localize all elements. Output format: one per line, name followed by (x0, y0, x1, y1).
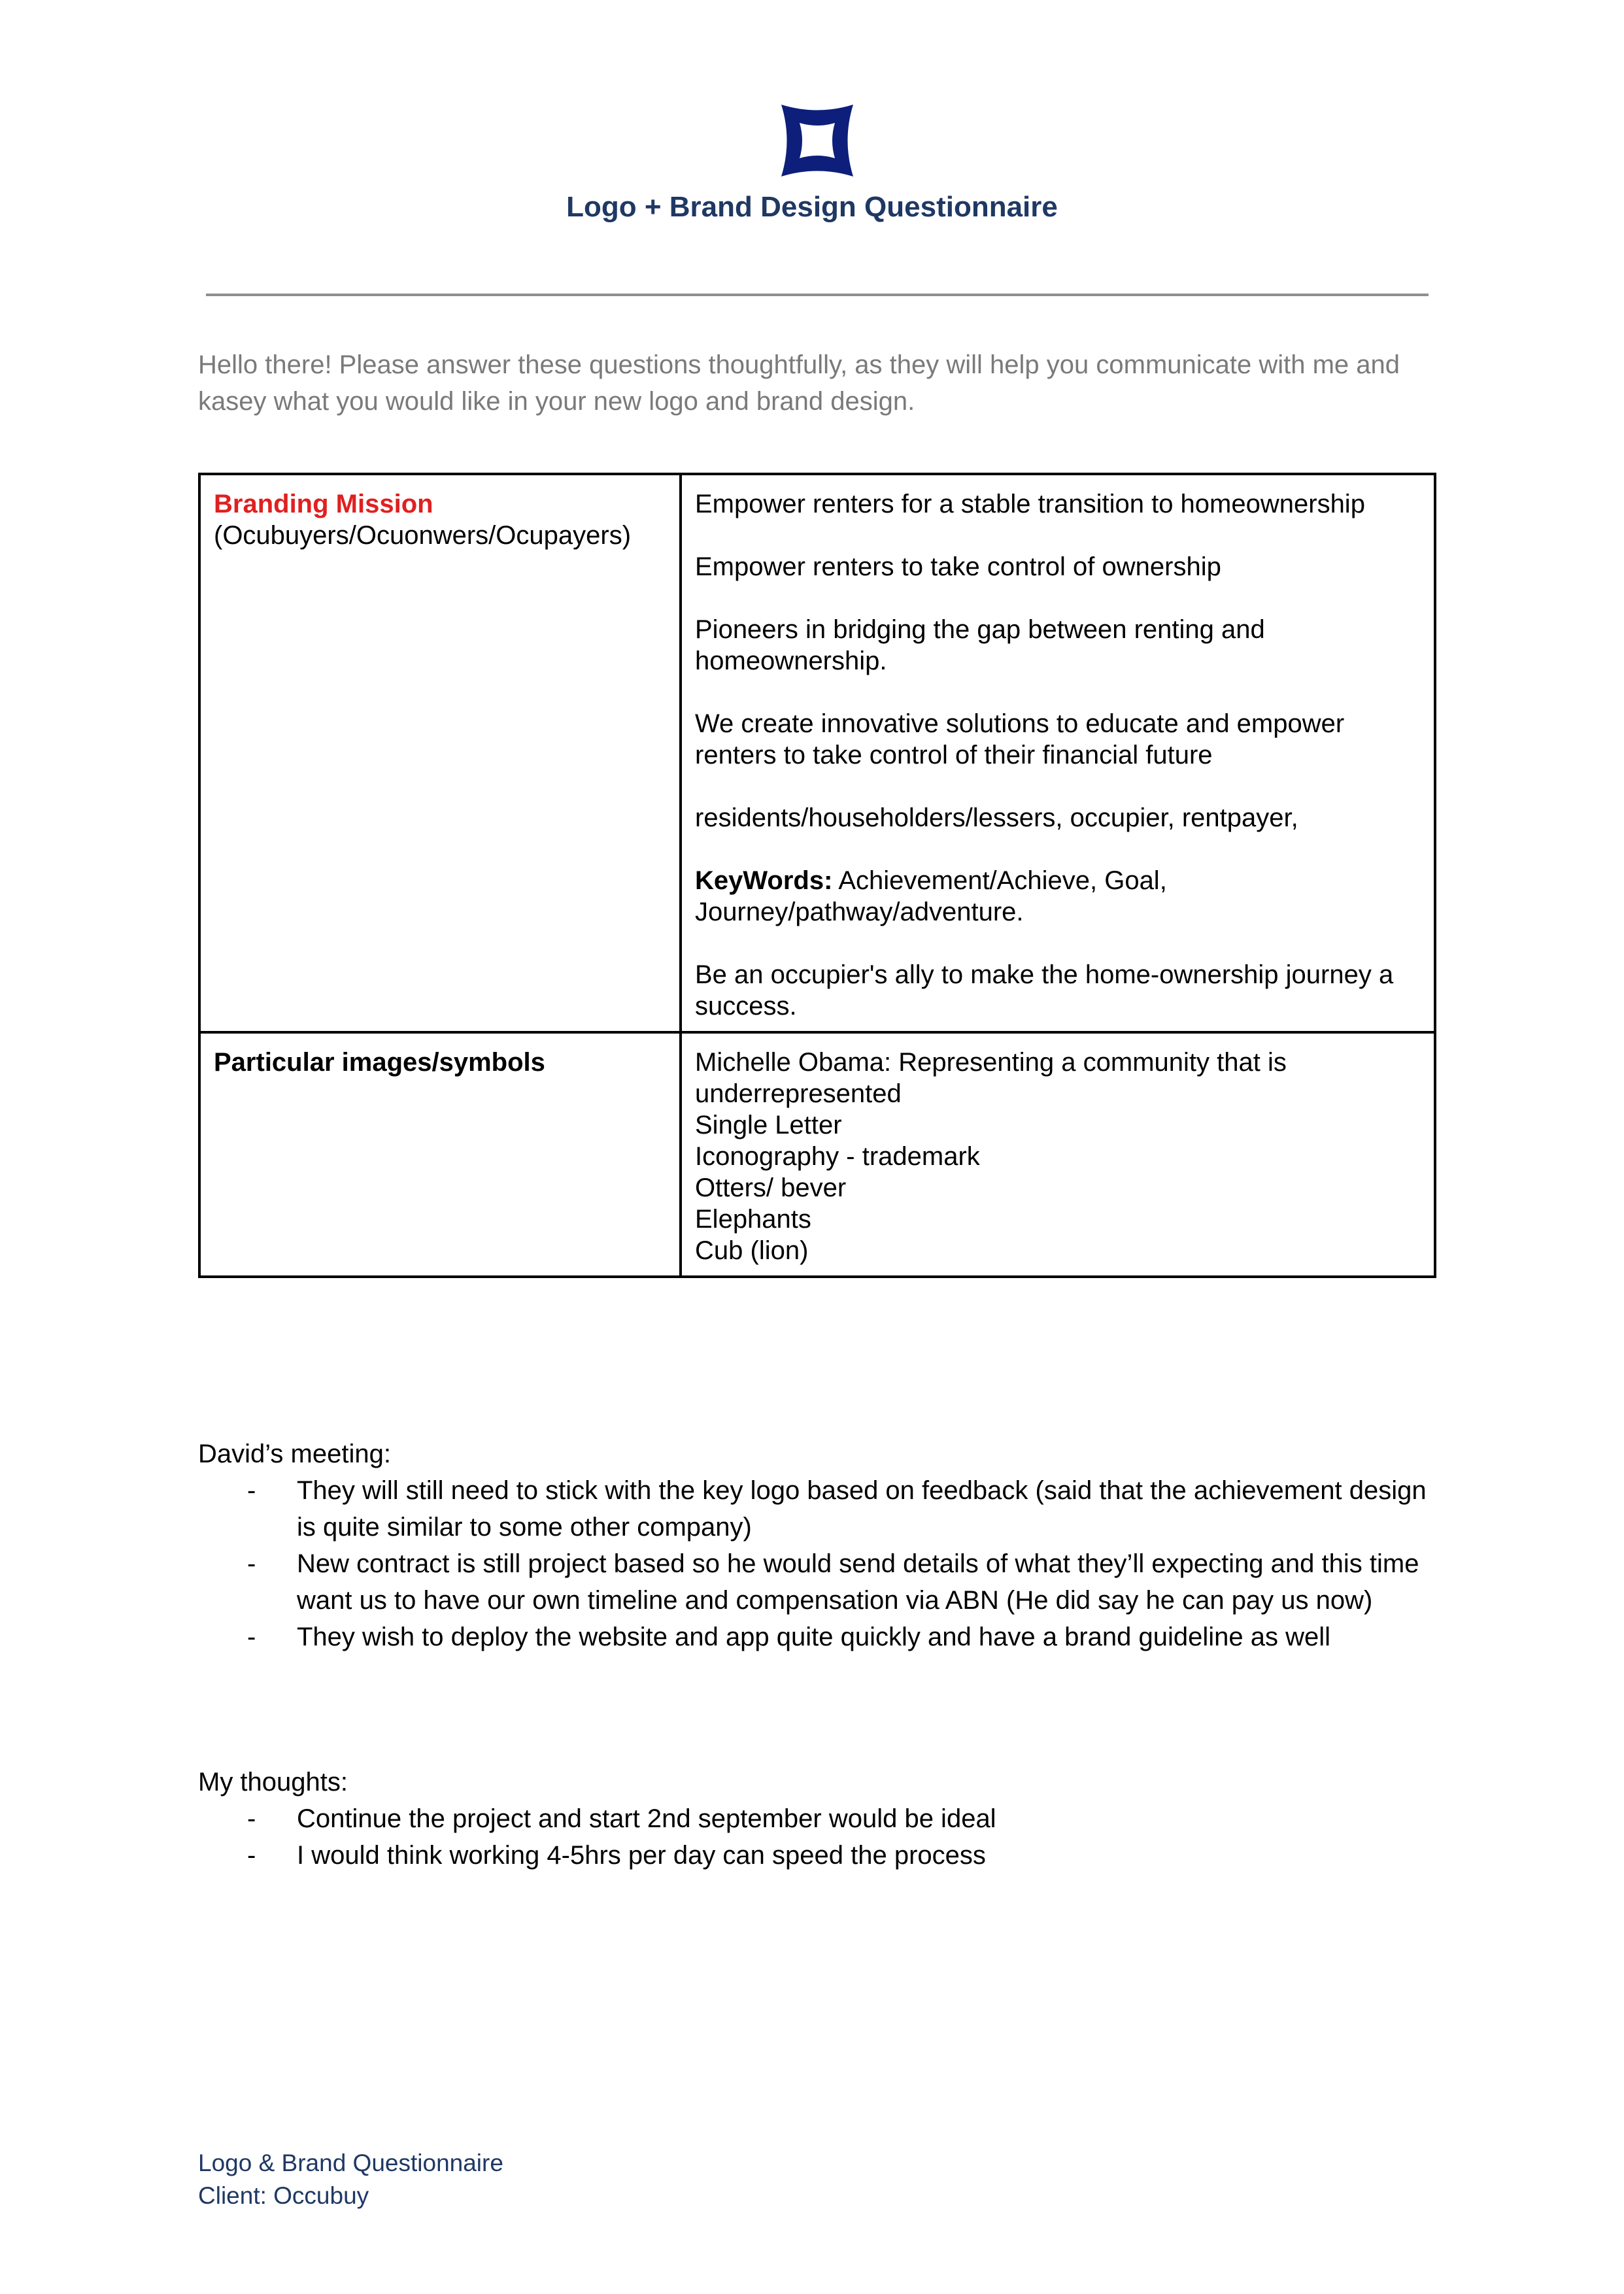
list-item (198, 1837, 1440, 1874)
thoughts-list (198, 1800, 1440, 1874)
question-label: Branding Mission (214, 490, 433, 518)
answer-line: Cub (lion) (695, 1236, 809, 1265)
list-item-text: They will still need to stick with the key logo based on feedback (said that the achievement design is quite similar to some other company) (297, 1476, 1427, 1542)
list-item (198, 1619, 1440, 1655)
list-item-text: Continue the project and start 2nd september would be ideal (297, 1804, 996, 1833)
bullet-dash: - (247, 1476, 256, 1505)
footer-title: Logo & Brand Questionnaire (198, 2150, 503, 2176)
table-row (199, 1032, 1435, 1277)
answer-cell (681, 1032, 1435, 1277)
thoughts-notes (198, 1764, 1440, 1874)
question-sublabel: (Ocubuyers/Ocuonwers/Ocupayers) (214, 521, 632, 550)
question-cell (199, 1032, 681, 1277)
answer-paragraph: Be an occupier's ally to make the home-ownership journey a success. (695, 960, 1394, 1020)
keywords-label: KeyWords: (695, 866, 833, 895)
answer-paragraph: Pioneers in bridging the gap between renting and homeownership. (695, 615, 1265, 675)
thoughts-heading: My thoughts: (198, 1768, 348, 1796)
answer-line: Michelle Obama: Representing a community that is underrepresented (695, 1048, 1287, 1108)
keywords-text: Achievement/Achieve, Goal, Journey/pathway/adventure. (695, 866, 1167, 926)
questionnaire-table (198, 473, 1436, 1278)
list-item-text: New contract is still project based so he would send details of what they’ll expecting and this time want us to have our own timeline and compensation via ABN (He did say he can pay us now) (297, 1549, 1419, 1615)
table-row (199, 474, 1435, 1032)
keywords-paragraph (695, 865, 1421, 928)
page-title: Logo + Brand Design Questionnaire (566, 191, 1058, 223)
meeting-list (198, 1472, 1440, 1655)
question-label: Particular images/symbols (214, 1048, 545, 1077)
bullet-dash: - (247, 1549, 256, 1578)
list-item (198, 1545, 1440, 1619)
list-item (198, 1472, 1440, 1545)
meeting-heading: David’s meeting: (198, 1440, 391, 1468)
answer-line: Single Letter (695, 1111, 842, 1139)
answer-line: Otters/ bever (695, 1173, 847, 1202)
bullet-dash: - (247, 1804, 256, 1833)
page-footer (198, 2147, 503, 2212)
meeting-notes (198, 1436, 1440, 1655)
bullet-dash: - (247, 1841, 256, 1870)
answer-paragraph: Empower renters to take control of ownership (695, 552, 1221, 581)
bullet-dash: - (247, 1623, 256, 1651)
question-cell (199, 474, 681, 1032)
list-item-text: I would think working 4-5hrs per day can speed the process (297, 1841, 986, 1870)
answer-paragraph: Empower renters for a stable transition to homeownership (695, 490, 1365, 518)
answer-cell (681, 474, 1435, 1032)
footer-client: Client: Occubuy (198, 2182, 369, 2209)
divider (206, 294, 1429, 296)
list-item-text: They wish to deploy the website and app quite quickly and have a brand guideline as well (297, 1623, 1331, 1651)
answer-line: Elephants (695, 1205, 811, 1234)
four-point-square-logo-icon (778, 101, 856, 180)
answer-paragraph: residents/householders/lessers, occupier, rentpayer, (695, 803, 1298, 832)
intro-text: Hello there! Please answer these questions thoughtfully, as they will help you communicate with me and kasey what you would like in your new logo and brand design. (198, 350, 1400, 416)
answer-line: Iconography - trademark (695, 1142, 980, 1171)
answer-paragraph: We create innovative solutions to educate and empower renters to take control of their financial future (695, 709, 1345, 769)
list-item (198, 1800, 1440, 1837)
